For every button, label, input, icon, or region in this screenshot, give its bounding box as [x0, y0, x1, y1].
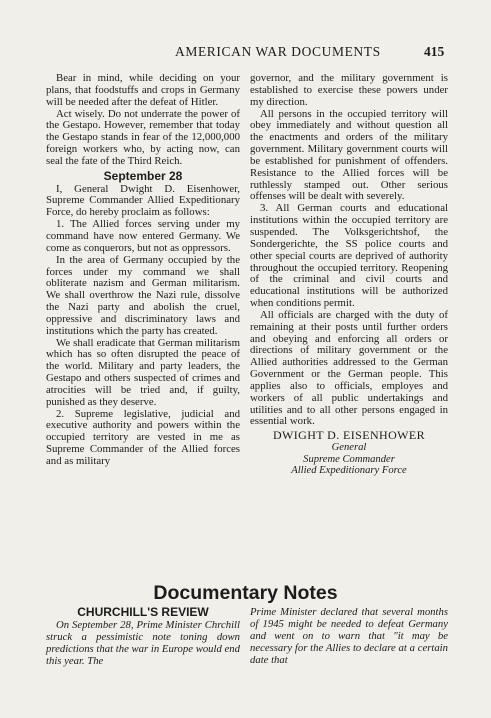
paragraph: All officials are charged with the duty of remaining at their posts until further orders and obeying and enforcing all orders or directions of military government or the Allied authorities addressed to the German Government or the German people. This applies also to officials, employes and workers of all public undertakings and utilities and to all other persons engaged in essential work.	[250, 308, 448, 428]
running-title: AMERICAN WAR DOCUMENTS	[175, 44, 381, 59]
notes-paragraph: Prime Minister declared that several months of 1945 might be needed to defeat Germany and went on to warn that "it may be necessary for the Allies to declare at a certain date that	[250, 606, 448, 666]
section-heading: September 28	[103, 168, 183, 183]
paragraph: I, General Dwight D. Eisenhower, Supreme Commander Allied Expeditionary Force, do hereby proclaim as follows:	[46, 182, 240, 219]
paragraph: 3. All German courts and educational institutions within the occupied territory are suspended. The Volksgerichtshof, the Sondergerichte, the SS police courts and other special courts are deprived of authority throughout the occupied territory. Reopening of the criminal and civil courts and educational institutions will be authorized when conditions permit.	[250, 202, 448, 310]
page-header	[0, 44, 491, 64]
paragraph: Act wisely. Do not underrate the power of the Gestapo. However, remember that today the Gestapo stands in fear of the 12,000,000 foreign workers who, by acting now, can seal the fate of the Third Reich.	[46, 107, 240, 167]
signature-command: Allied Expeditionary Force	[291, 465, 407, 477]
paragraph: governor, and the military government is established to exercise these powers under my direction.	[250, 72, 448, 108]
left-column	[46, 73, 240, 468]
signature-rank: General	[331, 442, 367, 454]
paragraph: Bear in mind, while deciding on your plans, that foodstuffs and crops in Germany will be needed after the defeat of Hitler.	[46, 72, 240, 108]
signature-block	[250, 430, 448, 476]
paragraph: In the area of Germany occupied by the forces under my command we shall obliterate nazism and German militarism. We shall overthrow the Nazi rule, dissolve the Nazi party and abolish the cruel, oppressive and discriminatory laws and institutions which the party has created.	[46, 253, 240, 337]
notes-left-column	[46, 606, 240, 667]
paragraph: 1. The Allied forces serving under my command have now entered Germany. We come as conquerors, but not as oppressors.	[46, 218, 240, 254]
right-column	[250, 73, 448, 477]
notes-title: Documentary Notes	[153, 582, 338, 604]
signature-name: DWIGHT D. EISENHOWER	[272, 428, 426, 443]
notes-sub-heading: CHURCHILL'S REVIEW	[77, 605, 209, 619]
page-number: 415	[424, 44, 445, 59]
notes-right-column	[250, 606, 448, 666]
notes-paragraph: On September 28, Prime Minister Chrchill struck a pessimistic note toning down predictions that the war in Europe would end this year. The	[46, 619, 240, 667]
paragraph: We shall eradicate that German militarism which has so often disrupted the peace of the world. Military and party leaders, the Gestapo and others suspected of crimes and atrocities will be tried and, if guilty, punished as they deserve.	[46, 336, 240, 408]
paragraph: All persons in the occupied territory will obey immediately and without question all the enactments and orders of the military government. Military government courts will be established for punishment of offenders. Resistance to the Allied forces will be ruthlessly stamped out. Other serious offenses will be dealt with severely.	[250, 107, 448, 203]
signature-title: Supreme Commander	[303, 453, 395, 465]
paragraph: 2. Supreme legislative, judicial and executive authority and powers within the occupied territory are vested in me as Supreme Commander of the Allied forces and as military	[46, 407, 240, 467]
